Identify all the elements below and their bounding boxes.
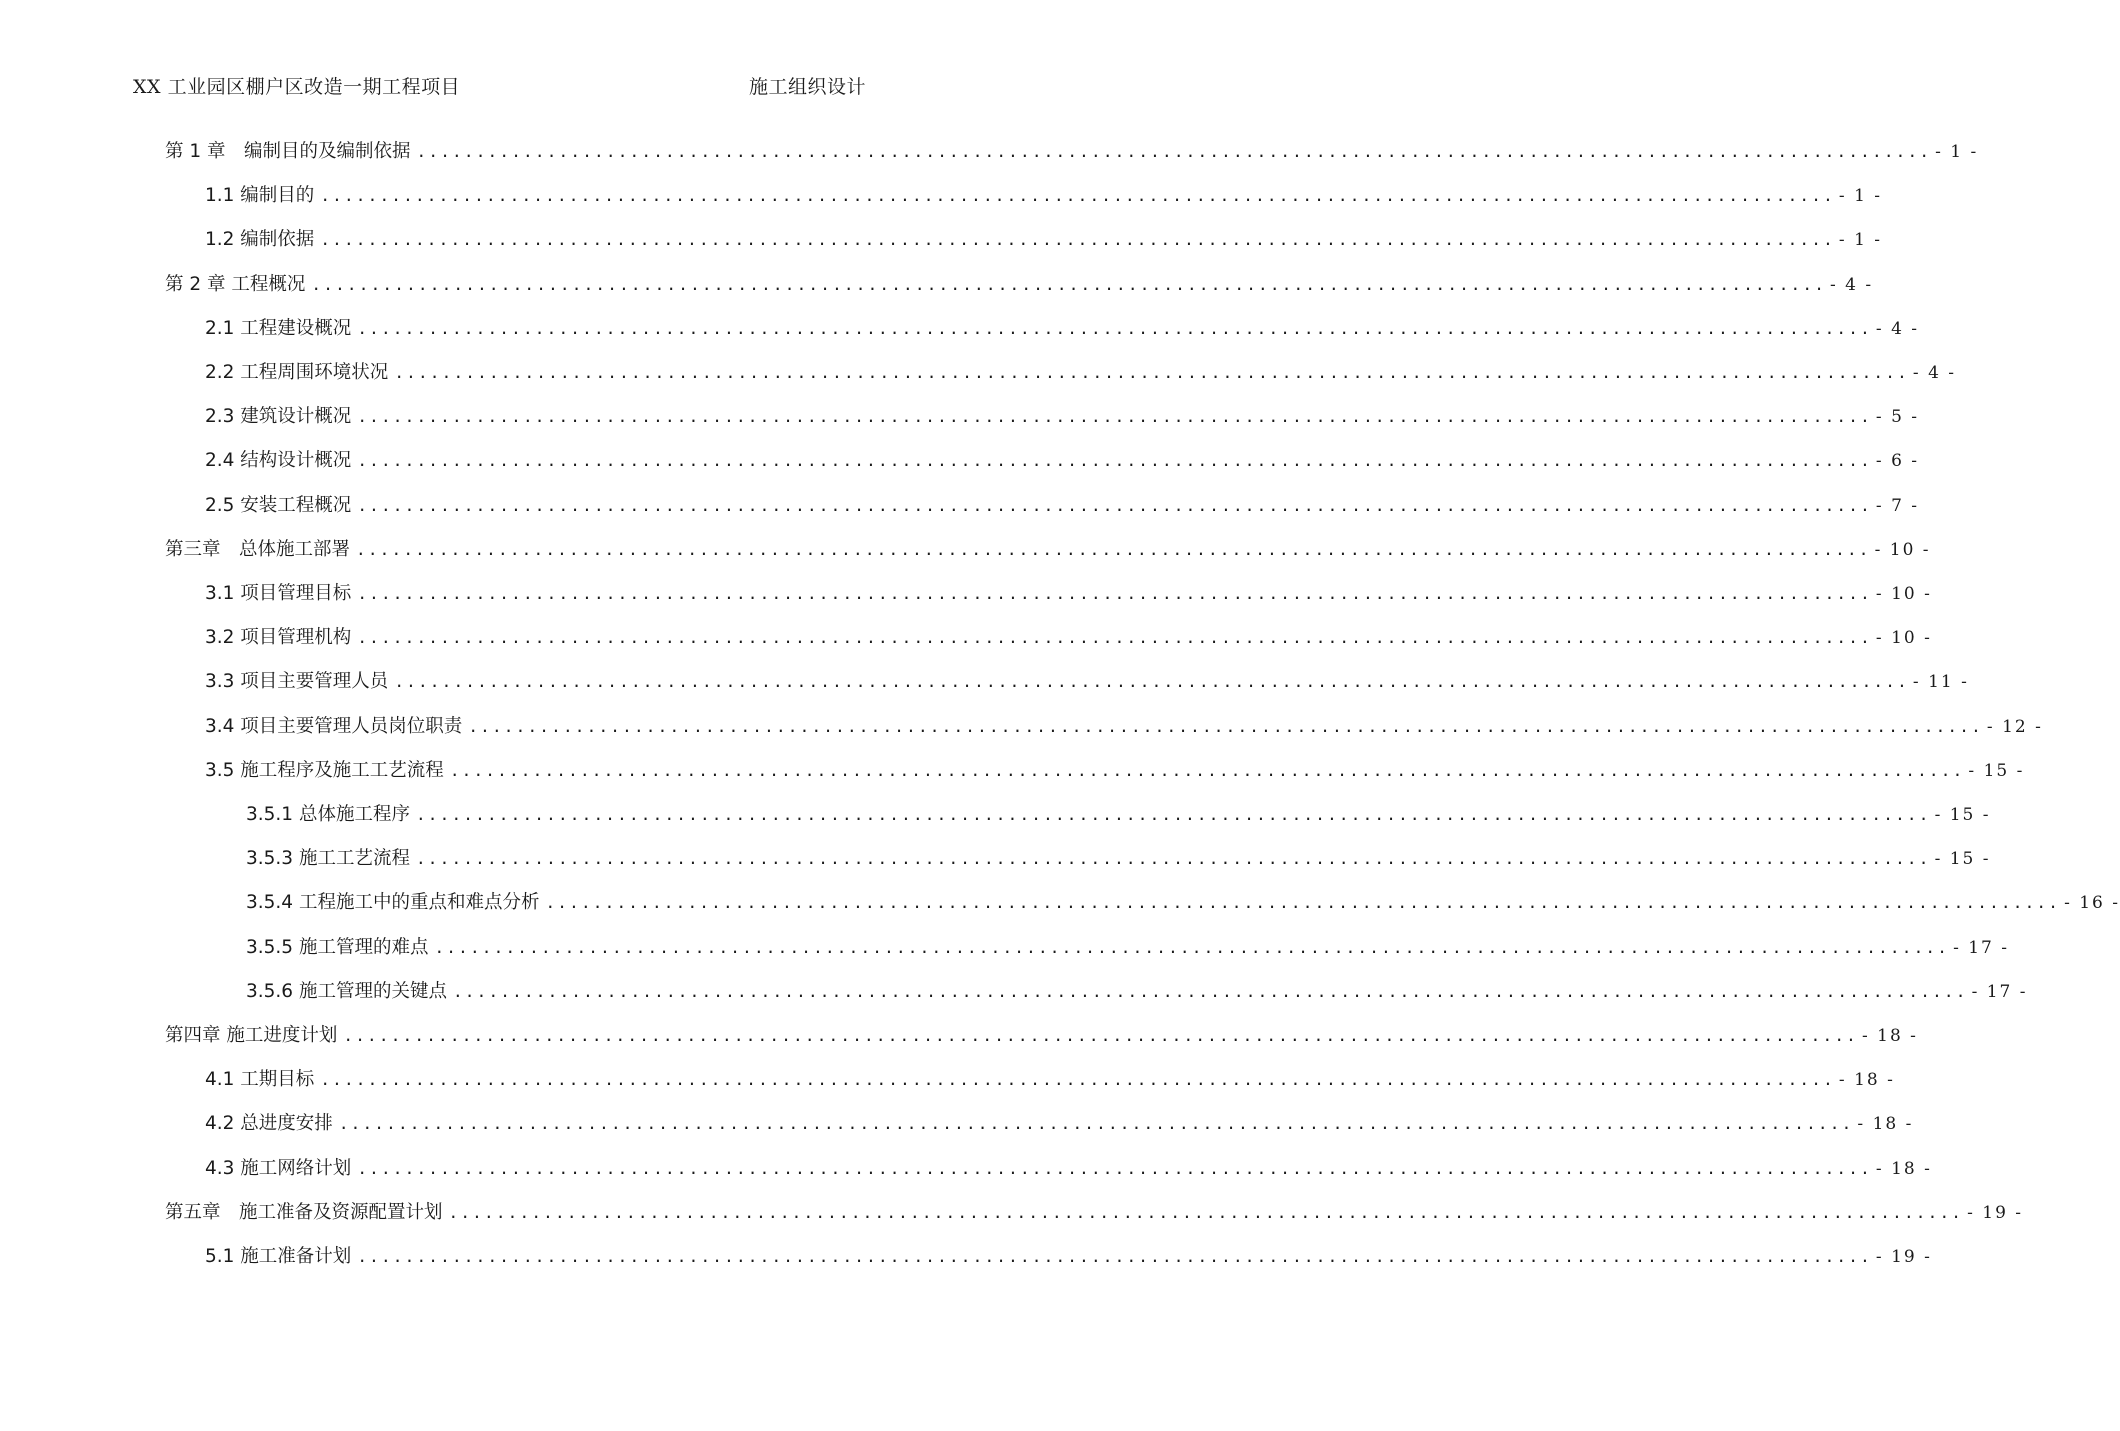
toc-entry-title: 第四章 施工进度计划 (165, 1025, 338, 1046)
toc-dot-leader: ................................................................................................................................ (415, 849, 1931, 869)
toc-entry[interactable] (246, 888, 2120, 918)
toc-page-number: - 18 - (1838, 1070, 1895, 1091)
page-header (133, 72, 866, 100)
toc-dot-leader: ................................................................................................................................ (452, 981, 1968, 1001)
toc-dot-leader: ................................................................................................................................ (356, 539, 1871, 559)
toc-page-number: - 18 - (1862, 1026, 1918, 1046)
toc-dot-leader: ................................................................................................................................ (320, 230, 1835, 250)
toc-entry-title: 2.4 结构设计概况 (205, 450, 352, 472)
toc-page-number: - 1 - (1838, 186, 1883, 207)
toc-dot-leader: ................................................................................................................................ (468, 716, 1983, 736)
toc-entry[interactable] (205, 225, 1883, 255)
toc-entry-title: 3.4 项目主要管理人员岗位职责 (205, 715, 463, 737)
toc-entry-title: 2.5 安装工程概况 (205, 494, 352, 516)
toc-dot-leader: ................................................................................................................................ (357, 318, 1872, 338)
toc-page-number: - 10 - (1875, 584, 1932, 604)
toc-entry-title: 第 1 章 编制目的及编制依据 (165, 141, 411, 162)
toc-dot-leader: ................................................................................................................................ (357, 451, 1872, 471)
toc-page-number: - 16 - (2064, 893, 2120, 914)
toc-dot-leader: ................................................................................................................................ (320, 186, 1835, 206)
toc-dot-leader: ................................................................................................................................ (357, 407, 1872, 427)
toc-entry[interactable] (205, 667, 1969, 697)
toc-entry[interactable] (205, 358, 1957, 388)
toc-page-number: - 19 - (1875, 1247, 1932, 1267)
toc-entry[interactable] (205, 1242, 1932, 1272)
toc-page-number: - 1 - (1838, 230, 1883, 251)
toc-dot-leader: ................................................................................................................................ (449, 760, 1965, 780)
toc-page-number: - 4 - (1912, 363, 1957, 383)
toc-entry-title: 2.1 工程建设概况 (205, 317, 352, 339)
toc-page-number: - 18 - (1857, 1114, 1914, 1135)
toc-page-number: - 5 - (1875, 407, 1920, 428)
toc-dot-leader: ................................................................................................................................ (320, 1070, 1835, 1090)
toc-entry-title: 第三章 总体施工部署 (165, 538, 351, 560)
toc-dot-leader: ................................................................................................................................ (357, 1158, 1872, 1178)
toc-entry-title: 3.3 项目主要管理人员 (205, 671, 389, 693)
toc-page-number: - 19 - (1967, 1202, 2024, 1223)
toc-page-number: - 15 - (1934, 805, 1991, 825)
toc-entry-title: 3.5.1 总体施工程序 (246, 804, 410, 825)
toc-entry[interactable] (205, 1109, 1914, 1139)
toc-entry-title: 3.5.6 施工管理的关键点 (246, 980, 447, 1002)
toc-entry[interactable] (205, 314, 1920, 344)
toc-page-number: - 1 - (1935, 142, 1979, 162)
toc-entry-title: 3.5.5 施工管理的难点 (246, 936, 429, 958)
toc-entry[interactable] (205, 623, 1932, 653)
toc-dot-leader: ................................................................................................................................ (338, 1114, 1854, 1134)
toc-page-number: - 17 - (1953, 937, 2010, 958)
toc-entry[interactable] (246, 800, 1991, 830)
toc-entry[interactable] (205, 1065, 1895, 1095)
toc-entry[interactable] (165, 535, 1931, 565)
toc-dot-leader: ................................................................................................................................ (357, 628, 1872, 648)
toc-entry[interactable] (165, 270, 1874, 300)
toc-dot-leader: ................................................................................................................................ (343, 1026, 1858, 1045)
toc-entry[interactable] (205, 491, 1920, 521)
toc-entry-title: 2.2 工程周围环境状况 (205, 362, 389, 383)
toc-entry[interactable] (205, 579, 1932, 609)
toc-dot-leader: ................................................................................................................................ (357, 495, 1872, 515)
toc-entry-title: 4.2 总进度安排 (205, 1113, 333, 1135)
toc-page-number: - 7 - (1875, 495, 1920, 516)
toc-dot-leader: ................................................................................................................................ (394, 672, 1909, 692)
toc-entry[interactable] (165, 137, 1979, 167)
toc-entry[interactable] (165, 1198, 2024, 1228)
toc-entry-title: 3.1 项目管理目标 (205, 583, 352, 604)
toc-entry-title: 4.3 施工网络计划 (205, 1157, 352, 1179)
toc-entry-title: 3.2 项目管理机构 (205, 627, 352, 649)
toc-entry[interactable] (205, 1154, 1932, 1184)
header-document-type: 施工组织设计 (748, 76, 866, 98)
toc-dot-leader: ................................................................................................................................ (357, 1247, 1872, 1266)
toc-dot-leader: ................................................................................................................................ (394, 363, 1909, 382)
toc-entry[interactable] (205, 181, 1883, 211)
toc-entry[interactable] (205, 712, 2043, 742)
toc-entry[interactable] (205, 756, 2025, 786)
toc-page-number: - 4 - (1875, 318, 1920, 339)
toc-dot-leader: ................................................................................................................................ (434, 937, 1950, 957)
toc-page-number: - 12 - (1986, 716, 2043, 737)
toc-entry-title: 3.5.3 施工工艺流程 (246, 848, 410, 870)
toc-page-number: - 6 - (1875, 451, 1920, 472)
toc-entry-title: 1.2 编制依据 (205, 229, 315, 251)
toc-dot-leader: ................................................................................................................................ (545, 893, 2061, 913)
toc-entry[interactable] (205, 446, 1920, 476)
toc-entry[interactable] (205, 402, 1920, 432)
header-project-title: XX 工业园区棚户区改造一期工程项目 (133, 76, 461, 98)
toc-entry-title: 1.1 编制目的 (205, 185, 315, 207)
toc-entry[interactable] (246, 977, 2028, 1007)
toc-dot-leader: ................................................................................................................................ (416, 142, 1932, 161)
toc-entry-title: 4.1 工期目标 (205, 1069, 315, 1091)
toc-dot-leader: ................................................................................................................................ (311, 274, 1827, 294)
toc-page-number: - 10 - (1875, 628, 1932, 649)
toc-page-number: - 11 - (1912, 672, 1969, 693)
toc-entry[interactable] (165, 1021, 1918, 1051)
toc-entry[interactable] (246, 933, 2010, 963)
toc-dot-leader: ................................................................................................................................ (357, 584, 1872, 603)
toc-entry-title: 3.5 施工程序及施工工艺流程 (205, 759, 444, 781)
toc-entry-title: 2.3 建筑设计概况 (205, 406, 352, 428)
toc-page-number: - 18 - (1875, 1158, 1932, 1179)
toc-page-number: - 10 - (1874, 539, 1931, 560)
toc-page-number: - 15 - (1968, 760, 2025, 781)
toc-entry[interactable] (246, 844, 1991, 874)
toc-page-number: - 15 - (1934, 849, 1991, 870)
toc-entry-title: 5.1 施工准备计划 (205, 1246, 352, 1267)
toc-entry-title: 第 2 章 工程概况 (165, 273, 306, 295)
toc-entry-title: 3.5.4 工程施工中的重点和难点分析 (246, 892, 540, 914)
toc-dot-leader: ................................................................................................................................ (448, 1202, 1964, 1222)
toc-page-number: - 17 - (1971, 981, 2028, 1002)
toc-page-number: - 4 - (1830, 274, 1874, 295)
toc-dot-leader: ................................................................................................................................ (415, 805, 1931, 824)
toc-entry-title: 第五章 施工准备及资源配置计划 (165, 1201, 443, 1223)
